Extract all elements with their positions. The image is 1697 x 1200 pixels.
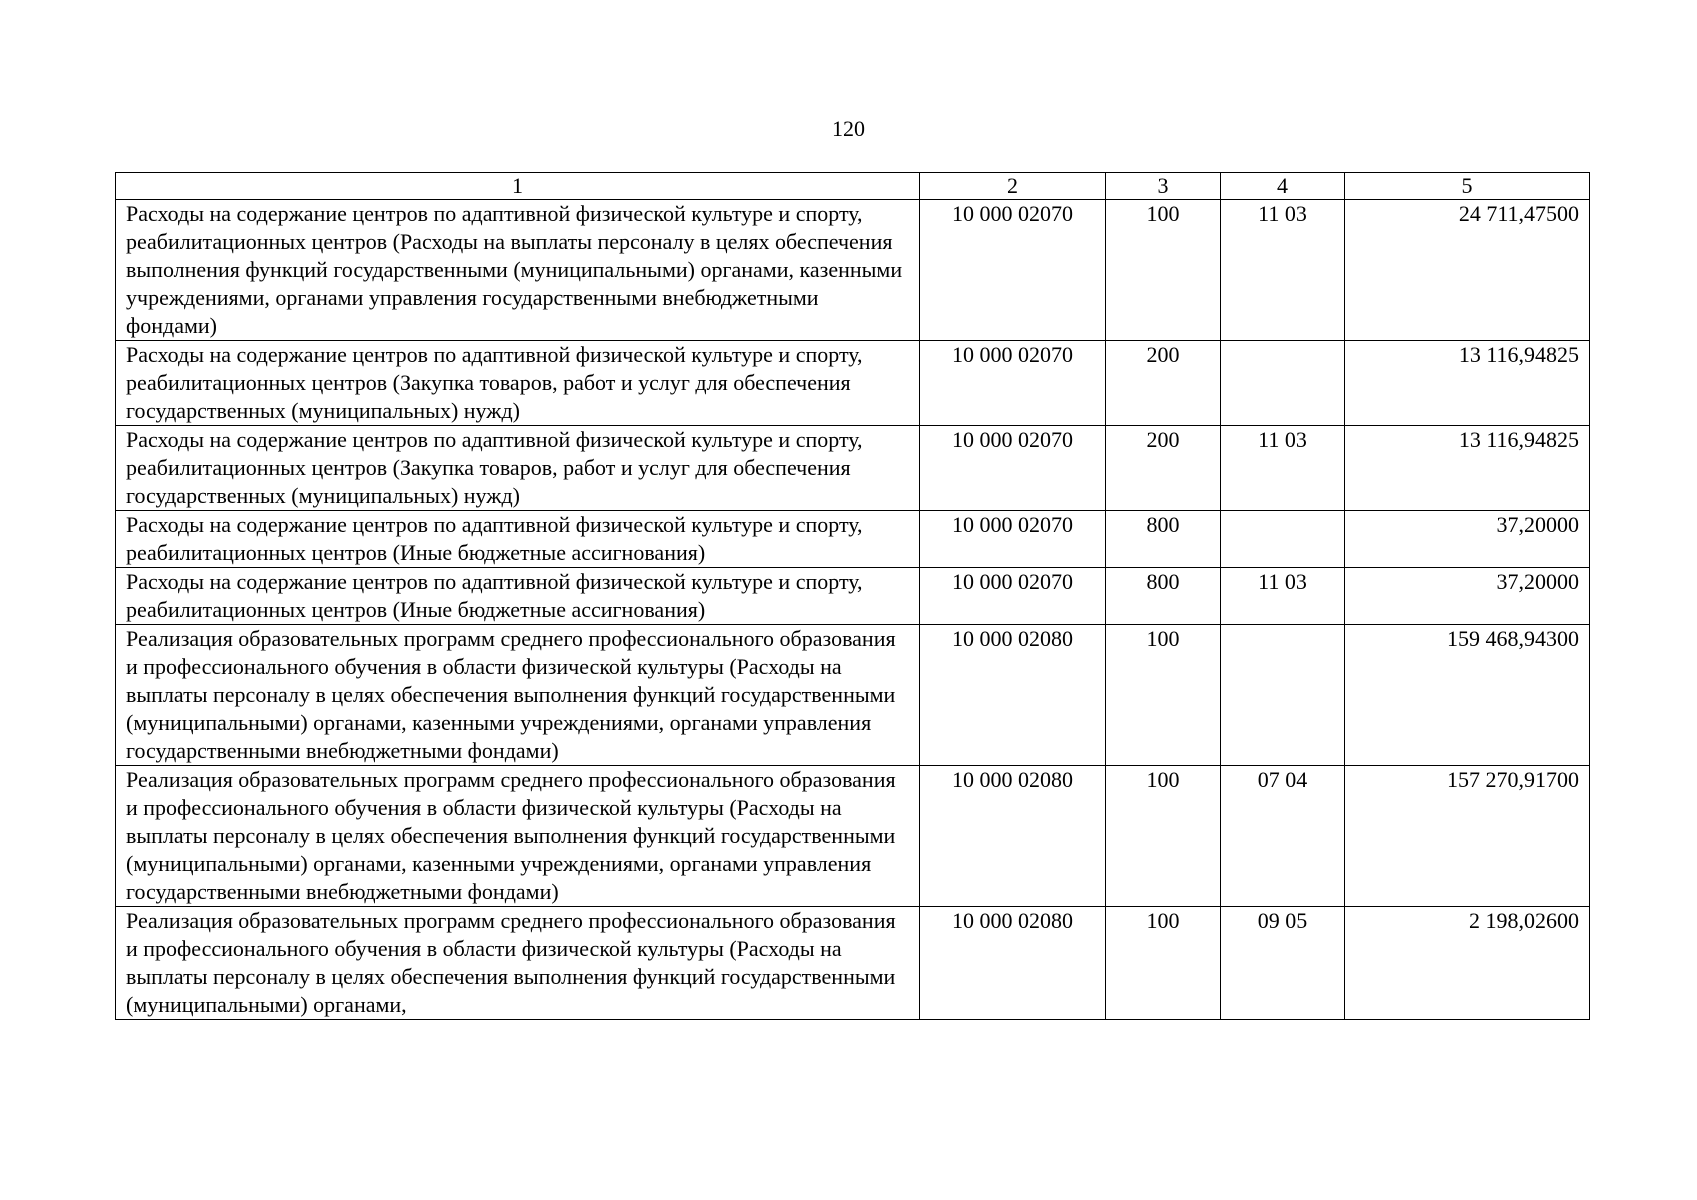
table-row (116, 907, 1590, 1020)
table-row (116, 426, 1590, 511)
row-amount: 37,20000 (1345, 568, 1590, 625)
column-header-4: 4 (1221, 173, 1345, 200)
row-expense-type: 100 (1106, 200, 1221, 341)
row-name: Расходы на содержание центров по адаптивной физической культуре и спорту, реабилитационных центров (Закупка товаров, работ и услуг для обеспечения государственных (муниципальных) нужд) (116, 341, 920, 426)
table-row (116, 568, 1590, 625)
row-target-code: 10 000 02070 (920, 341, 1106, 426)
row-name: Расходы на содержание центров по адаптивной физической культуре и спорту, реабилитационных центров (Иные бюджетные ассигнования) (116, 511, 920, 568)
row-expense-type: 100 (1106, 625, 1221, 766)
table-row (116, 341, 1590, 426)
row-section (1221, 341, 1345, 426)
row-section (1221, 511, 1345, 568)
row-amount: 24 711,47500 (1345, 200, 1590, 341)
column-header-1: 1 (116, 173, 920, 200)
row-target-code: 10 000 02080 (920, 625, 1106, 766)
column-header-5: 5 (1345, 173, 1590, 200)
column-header-3: 3 (1106, 173, 1221, 200)
table-header-row (116, 173, 1590, 200)
row-target-code: 10 000 02070 (920, 200, 1106, 341)
row-target-code: 10 000 02080 (920, 766, 1106, 907)
row-target-code: 10 000 02080 (920, 907, 1106, 1020)
table-row (116, 766, 1590, 907)
row-expense-type: 200 (1106, 341, 1221, 426)
row-name: Реализация образовательных программ среднего профессионального образования и профессионального обучения в области физической культуры (Расходы на выплаты персоналу в целях обеспечения выполнения функций государственными (муниципальными) органами, (116, 907, 920, 1020)
row-amount: 2 198,02600 (1345, 907, 1590, 1020)
row-section: 11 03 (1221, 200, 1345, 341)
row-name: Реализация образовательных программ среднего профессионального образования и профессионального обучения в области физической культуры (Расходы на выплаты персоналу в целях обеспечения выполнения функций государственными (муниципальными) органами, казенными учреждениями, органами управления государственными внебюджетными фондами) (116, 625, 920, 766)
row-section: 11 03 (1221, 426, 1345, 511)
row-amount: 159 468,94300 (1345, 625, 1590, 766)
row-name: Расходы на содержание центров по адаптивной физической культуре и спорту, реабилитационных центров (Расходы на выплаты персоналу в целях обеспечения выполнения функций государственными (муниципальными) органами, казенными учреждениями, органами управления государственными внебюджетными фондами) (116, 200, 920, 341)
row-name: Расходы на содержание центров по адаптивной физической культуре и спорту, реабилитационных центров (Закупка товаров, работ и услуг для обеспечения государственных (муниципальных) нужд) (116, 426, 920, 511)
row-section (1221, 625, 1345, 766)
row-section: 09 05 (1221, 907, 1345, 1020)
row-name: Реализация образовательных программ среднего профессионального образования и профессионального обучения в области физической культуры (Расходы на выплаты персоналу в целях обеспечения выполнения функций государственными (муниципальными) органами, казенными учреждениями, органами управления государственными внебюджетными фондами) (116, 766, 920, 907)
row-amount: 13 116,94825 (1345, 426, 1590, 511)
table-row (116, 200, 1590, 341)
row-expense-type: 100 (1106, 907, 1221, 1020)
row-amount: 157 270,91700 (1345, 766, 1590, 907)
row-amount: 37,20000 (1345, 511, 1590, 568)
column-header-2: 2 (920, 173, 1106, 200)
row-expense-type: 100 (1106, 766, 1221, 907)
row-section: 11 03 (1221, 568, 1345, 625)
row-amount: 13 116,94825 (1345, 341, 1590, 426)
row-expense-type: 200 (1106, 426, 1221, 511)
row-section: 07 04 (1221, 766, 1345, 907)
row-expense-type: 800 (1106, 511, 1221, 568)
row-expense-type: 800 (1106, 568, 1221, 625)
table-row (116, 511, 1590, 568)
page-number: 120 (832, 116, 865, 141)
table-row (116, 625, 1590, 766)
budget-table (115, 172, 1590, 1020)
row-target-code: 10 000 02070 (920, 426, 1106, 511)
row-target-code: 10 000 02070 (920, 568, 1106, 625)
row-target-code: 10 000 02070 (920, 511, 1106, 568)
row-name: Расходы на содержание центров по адаптивной физической культуре и спорту, реабилитационных центров (Иные бюджетные ассигнования) (116, 568, 920, 625)
